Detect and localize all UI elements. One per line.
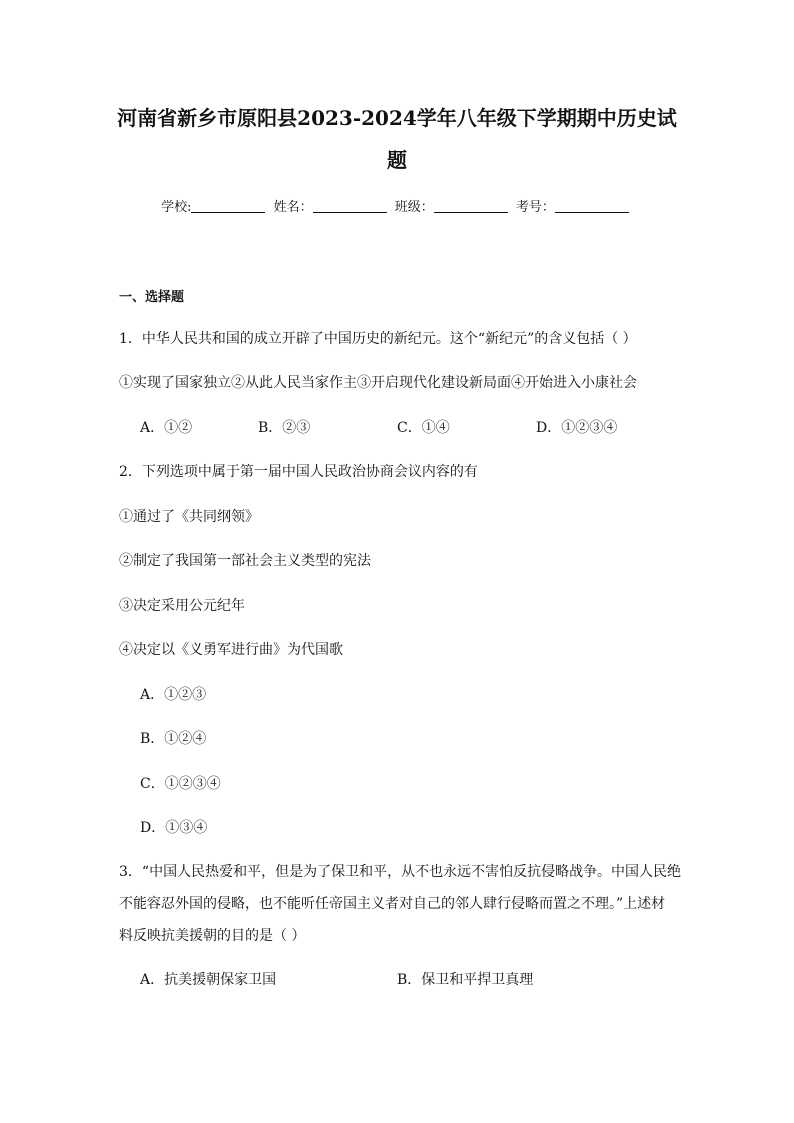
q1-statements: ①实现了国家独立②从此人民当家作主③开启现代化建设新局面④开始进入小康社会 (119, 375, 637, 391)
q2-stem: 2．下列选项中属于第一届中国人民政治协商会议内容的有 (119, 464, 478, 480)
q1-option-c: C．①④ (397, 420, 450, 436)
q1-option-a: A．①② (140, 420, 193, 436)
q2-option-d: D．①③④ (140, 820, 208, 836)
q2-option-a: A．①②③ (140, 687, 207, 703)
section-heading: 一、选择题 (119, 290, 185, 305)
q1-option-d: D．①②③④ (536, 420, 618, 436)
q3-stem-line-3: 料反映抗美援朝的目的是（ ） (119, 928, 306, 944)
name-label: 姓名： (273, 200, 313, 215)
number-label: 考号： (515, 200, 555, 215)
class-label: 班级： (394, 200, 434, 215)
page-title-continued: 题 (387, 148, 407, 172)
q2-statement-2: ②制定了我国第一部社会主义类型的宪法 (119, 553, 371, 569)
school-label: 学校: (161, 200, 192, 215)
q2-option-c: C．①②③④ (140, 776, 221, 792)
q2-option-b: B．①②④ (140, 731, 207, 747)
q3-stem-line-2: 不能容忍外国的侵略，也不能听任帝国主义者对自己的邻人肆行侵略而置之不理。”上述材 (119, 896, 666, 912)
q2-statement-4: ④决定以《义勇军进行曲》为代国歌 (119, 642, 343, 658)
name-blank[interactable] (313, 200, 387, 213)
page-title: 河南省新乡市原阳县2023-2024学年八年级下学期期中历史试 (117, 106, 677, 130)
class-blank[interactable] (434, 200, 508, 213)
q1-stem: 1．中华人民共和国的成立开辟了中国历史的新纪元。这个“新纪元”的含义包括（ ） (119, 331, 637, 347)
q2-statement-1: ①通过了《共同纲领》 (119, 509, 259, 525)
number-blank[interactable] (555, 200, 629, 213)
q2-statement-3: ③决定采用公元纪年 (119, 598, 245, 614)
q1-option-b: B．②③ (258, 420, 311, 436)
q3-option-a: A．抗美援朝保家卫国 (140, 972, 277, 988)
student-info-row (0, 196, 794, 215)
q3-stem-line-1: 3．“中国人民热爱和平，但是为了保卫和平，从不也永远不害怕反抗侵略战争。中国人民绝 (119, 864, 682, 880)
school-blank[interactable] (191, 200, 265, 213)
q3-option-b: B．保卫和平捍卫真理 (397, 972, 534, 988)
